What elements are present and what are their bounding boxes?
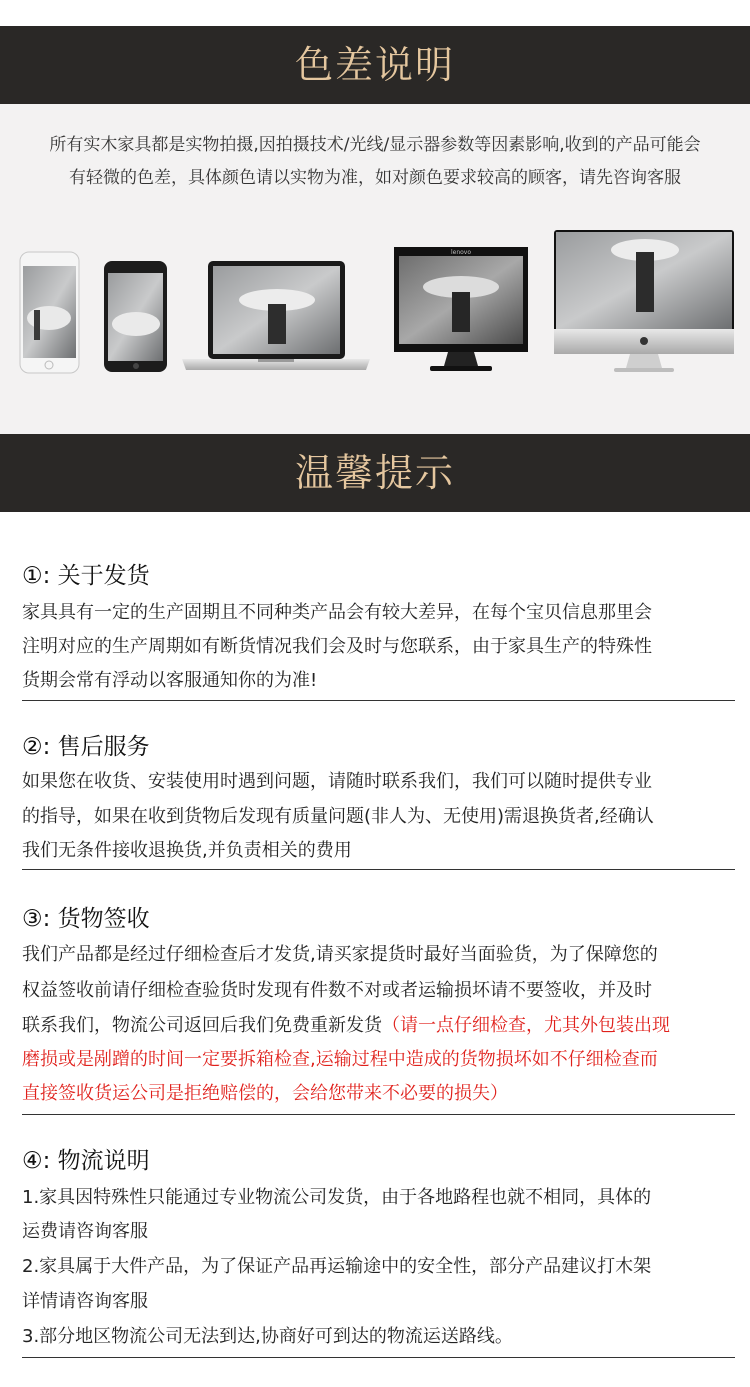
receipt-title: ③: 货物签收 xyxy=(22,906,150,932)
color-difference-title: 色差说明 xyxy=(294,43,455,87)
section-divider xyxy=(22,869,735,870)
after-sales-line-3: 我们无条件接收退换货,并负责相关的费用 xyxy=(22,840,352,861)
tips-banner xyxy=(0,434,750,512)
receipt-line-3-normal: 联系我们，物流公司返回后我们免费重新发货 xyxy=(22,1015,382,1036)
after-sales-line-1: 如果您在收货、安装使用时遇到问题，请随时联系我们，我们可以随时提供专业 xyxy=(22,771,652,792)
logistics-line-1: 1.家具因特殊性只能通过专业物流公司发货，由于各地路程也就不相同，具体的 xyxy=(22,1187,652,1208)
receipt-warning-start: （请一点仔细检查，尤其外包装出现 xyxy=(382,1015,670,1036)
laptop-icon xyxy=(182,261,370,370)
tips-title: 温馨提示 xyxy=(294,451,455,495)
shipping-title: ①: 关于发货 xyxy=(22,563,150,589)
shipping-line-1: 家具具有一定的生产固期且不同种类产品会有较大差异，在每个宝贝信息那里会 xyxy=(22,602,652,623)
logistics-line-2: 运费请咨询客服 xyxy=(22,1221,148,1242)
shipping-line-3: 货期会常有浮动以客服通知你的为准! xyxy=(22,670,318,691)
receipt-line-1: 我们产品都是经过仔细检查后才发货,请买家提货时最好当面验货，为了保障您的 xyxy=(22,944,658,965)
receipt-warning-line-1: 磨损或是剐蹭的时间一定要拆箱检查,运输过程中造成的货物损坏如不仔细检查而 xyxy=(22,1049,658,1070)
phone-black-icon xyxy=(104,261,167,372)
logistics-title: ④: 物流说明 xyxy=(22,1148,150,1174)
section-divider xyxy=(22,1357,735,1358)
section-divider xyxy=(22,1114,735,1115)
svg-text:lenovo: lenovo xyxy=(450,249,472,256)
logistics-line-3: 2.家具属于大件产品，为了保证产品再运输途中的安全性，部分产品建议打木架 xyxy=(22,1256,652,1277)
section-divider xyxy=(22,700,735,701)
logistics-line-4: 详情请咨询客服 xyxy=(22,1291,148,1312)
after-sales-title: ②: 售后服务 xyxy=(22,734,150,760)
imac-icon xyxy=(554,230,734,372)
receipt-line-3 xyxy=(22,1011,670,1037)
after-sales-line-2: 的指导，如果在收到货物后发现有质量问题(非人为、无使用)需退换货者,经确认 xyxy=(22,806,654,827)
phone-white-icon xyxy=(20,252,79,373)
receipt-warning-line-2: 直接签收货运公司是拒绝赔偿的，会给您带来不必要的损失） xyxy=(22,1083,508,1104)
monitor-icon xyxy=(394,247,528,371)
intro-line-1: 所有实木家具都是实物拍摄,因拍摄技术/光线/显示器参数等因素影响,收到的产品可能会 xyxy=(49,135,701,155)
logistics-line-5: 3.部分地区物流公司无法到达,协商好可到达的物流运送路线。 xyxy=(22,1326,513,1347)
shipping-line-2: 注明对应的生产周期如有断货情况我们会及时与您联系，由于家具生产的特殊性 xyxy=(22,636,652,657)
receipt-line-2: 权益签收前请仔细检查验货时发现有件数不对或者运输损坏请不要签收，并及时 xyxy=(22,980,652,1001)
intro-line-2: 有轻微的色差，具体颜色请以实物为准，如对颜色要求较高的顾客，请先咨询客服 xyxy=(69,168,681,188)
